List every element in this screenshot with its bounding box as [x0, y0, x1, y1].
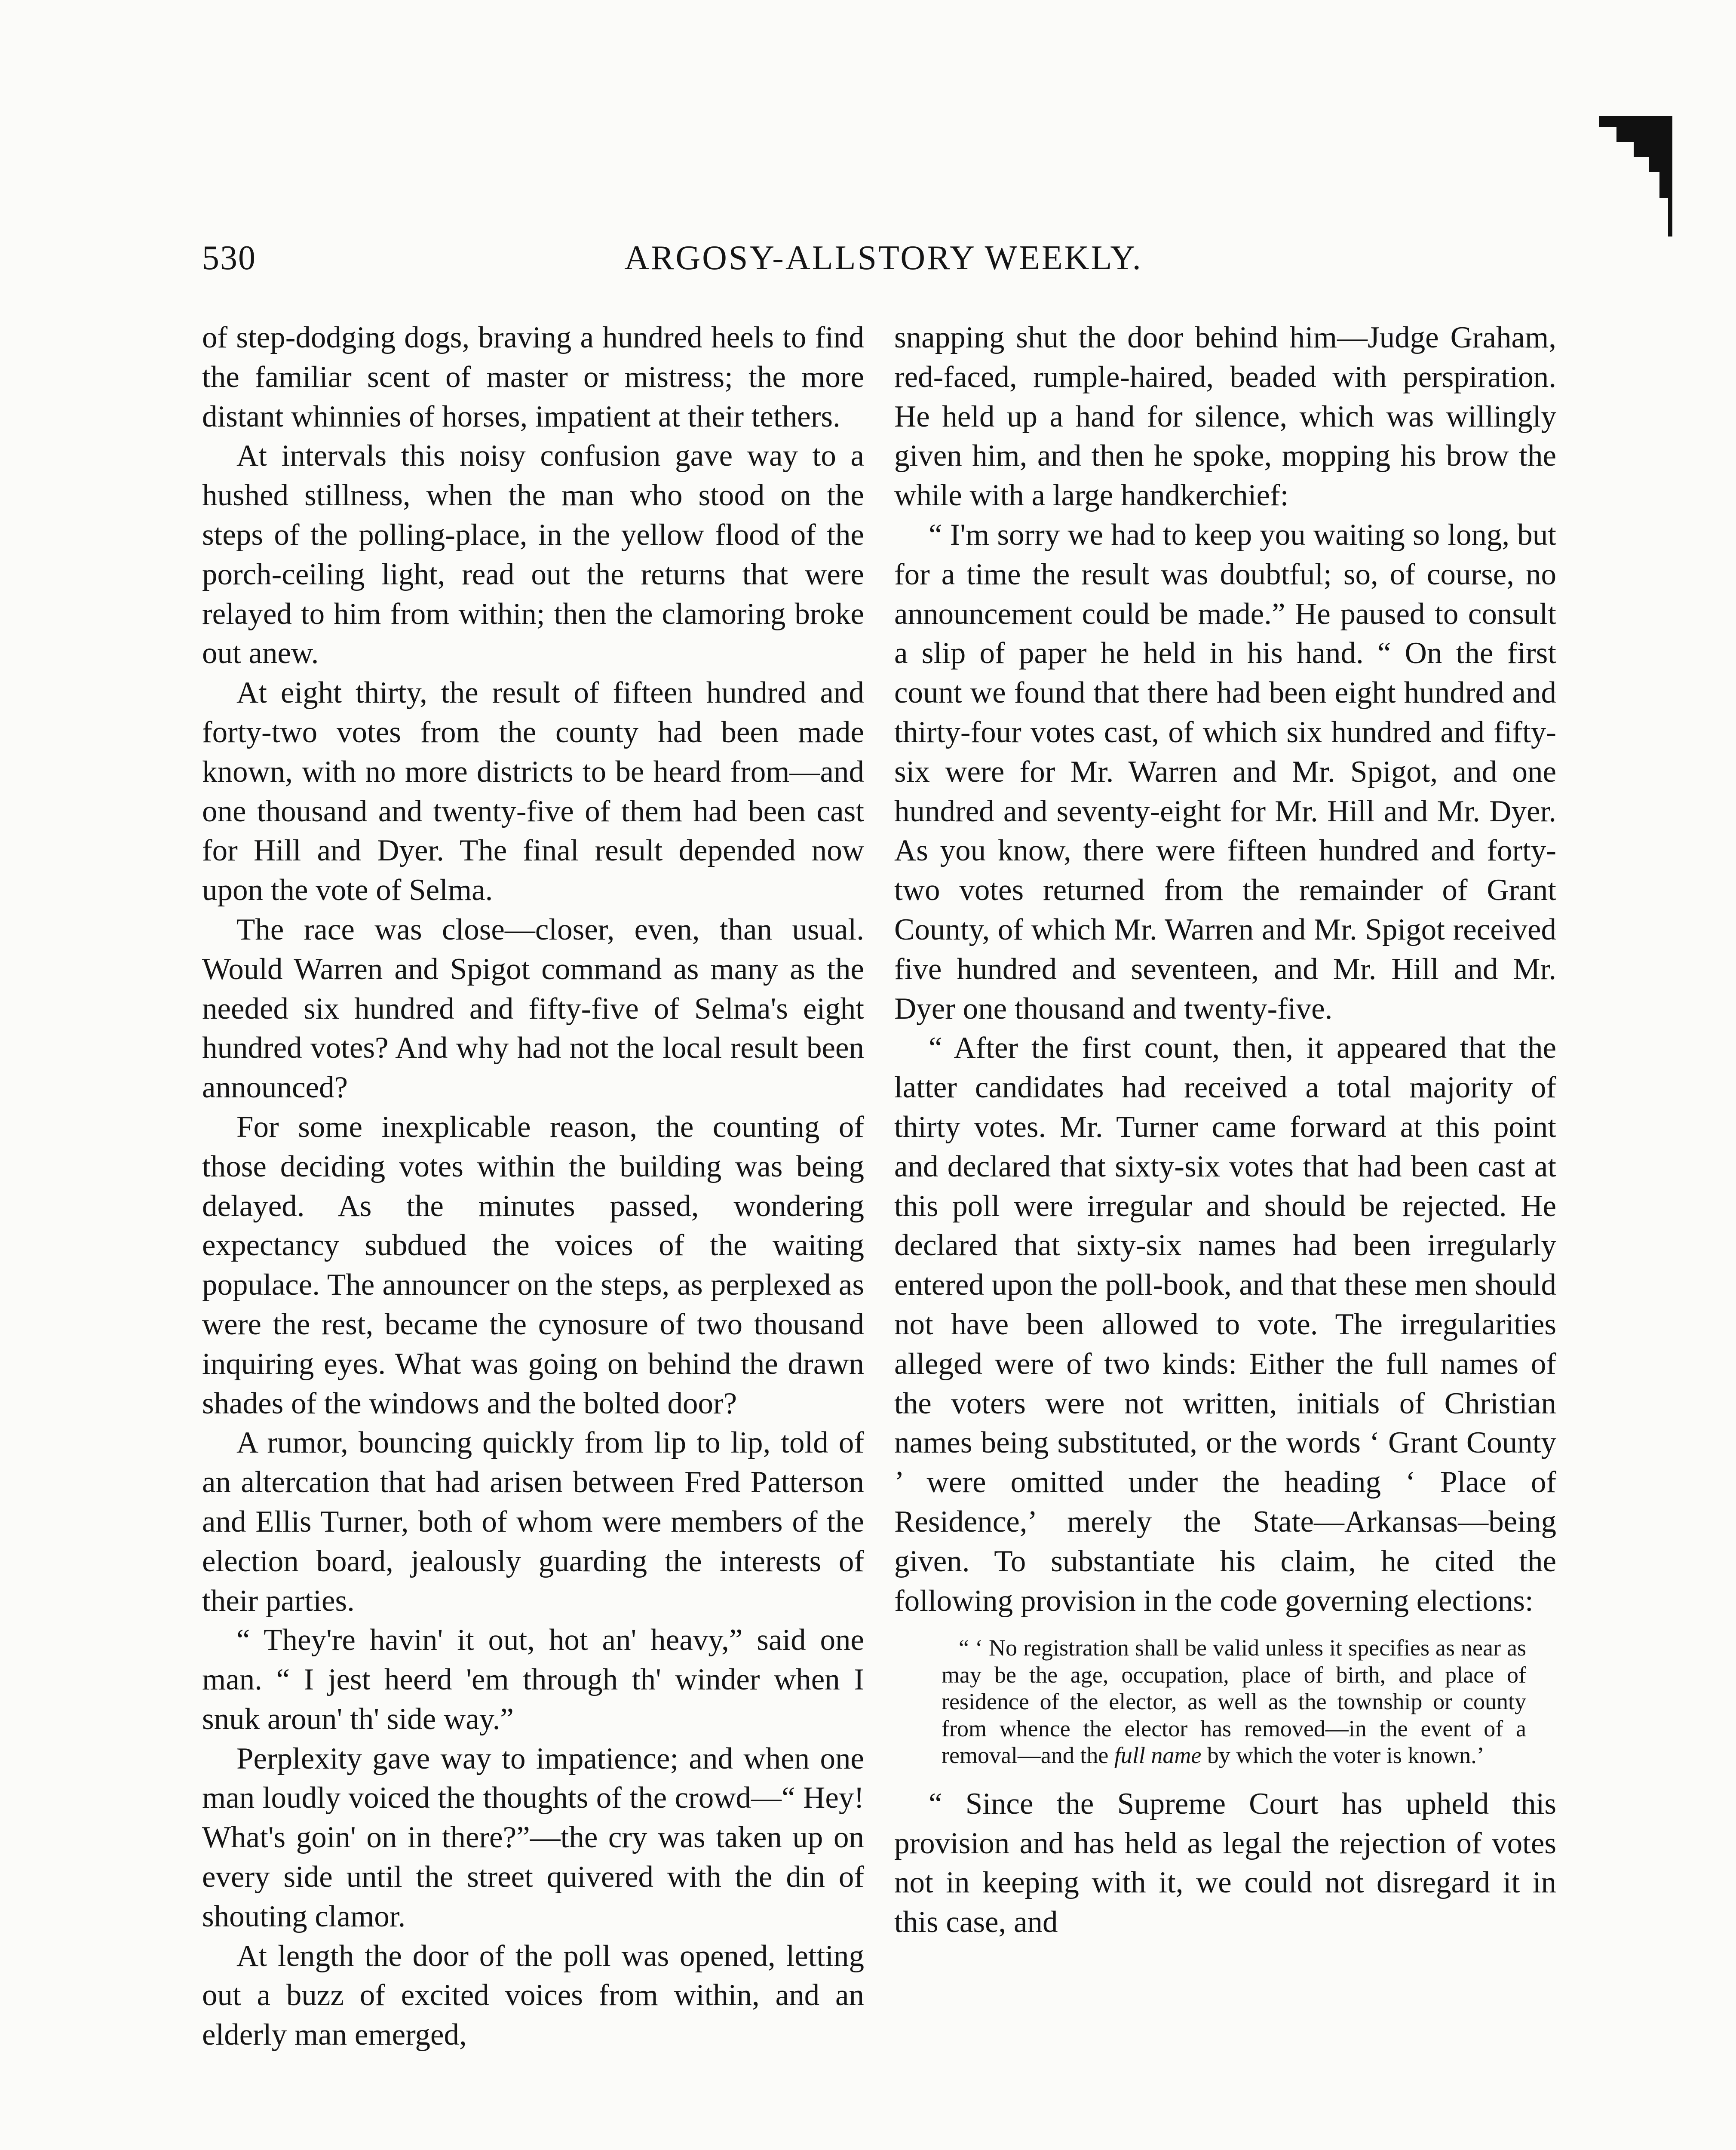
running-title: ARGOSY-ALLSTORY WEEKLY.	[624, 239, 1143, 277]
right-column	[894, 318, 1556, 1942]
paragraph: For some inexplicable reason, the counting of those deciding votes within the building was being delayed. As the minutes passed, wondering expectancy subdued the voices of the waiting populace. The announcer on the steps, as perplexed as were the rest, became the cynosure of two thousand inquiring eyes. What was going on behind the drawn shades of the windows and the bolted door?	[202, 1110, 864, 1420]
left-column	[202, 318, 864, 2055]
block-quote	[894, 1634, 1556, 1769]
page-header	[202, 239, 1565, 290]
page-number: 530	[202, 239, 256, 277]
paragraph: “ I'm sorry we had to keep you waiting so long, but for a time the result was doubtful; so, of course, no announcement could be made.” He paused to consult a slip of paper he held in his hand. “ On the first count we found that there had been eight hundred and thirty-four votes cast, of which six hundred and fifty-six were for Mr. Warren and Mr. Spigot, and one hundred and seventy-eight for Mr. Hill and Mr. Dyer. As you know, there were fifteen hundred and forty-two votes returned from the remainder of Grant County, of which Mr. Warren and Mr. Spigot received five hundred and seventeen, and Mr. Hill and Mr. Dyer one thousand and twenty-five.	[894, 518, 1556, 1026]
paragraph: “ Since the Supreme Court has upheld this provision and has held as legal the rejection of votes not in keeping with it, we could not disregard it in this case, and	[894, 1787, 1556, 1939]
page-corner-mark	[1599, 116, 1677, 241]
paragraph: At intervals this noisy confusion gave way to a hushed stillness, when the man who stood on the steps of the polling-place, in the yellow flood of the porch-ceiling light, read out the returns that were relayed to him from within; then the clamoring broke out anew.	[202, 439, 864, 670]
paragraph: “ After the first count, then, it appeared that the latter candidates had received a total majority of thirty votes. Mr. Turner came forward at this point and declared that sixty-six votes that had been cast at this poll were irregular and should be rejected. He declared that sixty-six names had been irregularly entered upon the poll-book, and that these men should not have been allowed to vote. The irregularities alleged were of two kinds: Either the full names of the voters were not written, initials of Christian names being substituted, or the words ‘ Grant County ’ were omitted under the heading ‘ Place of Residence,’ merely the State—Arkansas—being given. To substantiate his claim, he cited the following provision in the code governing elections:	[894, 1031, 1556, 1618]
paragraph: “ They're havin' it out, hot an' heavy,” said one man. “ I jest heerd 'em through th' winder when I snuk aroun' th' side way.”	[202, 1623, 864, 1736]
quote-text: “ ‘ No registration shall be valid unless it specifies as near as may be the age, occupation, place of birth, and place of residence of the elector, as well as the township or county from whence the elector has removed—in the event of a removal—and the	[942, 1635, 1526, 1769]
paragraph: At eight thirty, the result of fifteen hundred and forty-two votes from the county had been made known, with no more districts to be heard from—and one thousand and twenty-five of them had been cast for Hill and Dyer. The final result depended now upon the vote of Selma.	[202, 676, 864, 907]
paragraph: A rumor, bouncing quickly from lip to lip, told of an altercation that had arisen between Fred Patterson and Ellis Turner, both of whom were members of the election board, jealously guarding the interests of their parties.	[202, 1426, 864, 1618]
paragraph: Perplexity gave way to impatience; and when one man loudly voiced the thoughts of the crowd—“ Hey! What's goin' on in there?”—the cry was taken up on every side until the street quivered with the din of shouting clamor.	[202, 1742, 864, 1933]
paragraph: The race was close—closer, even, than usual. Would Warren and Spigot command as many as the needed six hundred and fifty-five of Selma's eight hundred votes? And why had not the local result been announced?	[202, 912, 864, 1105]
quote-emphasis: full name	[1114, 1742, 1202, 1769]
paragraph: snapping shut the door behind him—Judge Graham, red-faced, rumple-haired, beaded with perspiration. He held up a hand for silence, which was willingly given him, and then he spoke, mopping his brow the while with a large handkerchief:	[894, 321, 1556, 513]
paragraph: At length the door of the poll was opened, letting out a buzz of excited voices from within, and an elderly man emerged,	[202, 1939, 864, 2052]
paragraph: of step-dodging dogs, braving a hundred heels to find the familiar scent of master or mistress; the more distant whinnies of horses, impatient at their tethers.	[202, 321, 864, 433]
quote-text-end: by which the voter is known.’	[1201, 1742, 1484, 1769]
